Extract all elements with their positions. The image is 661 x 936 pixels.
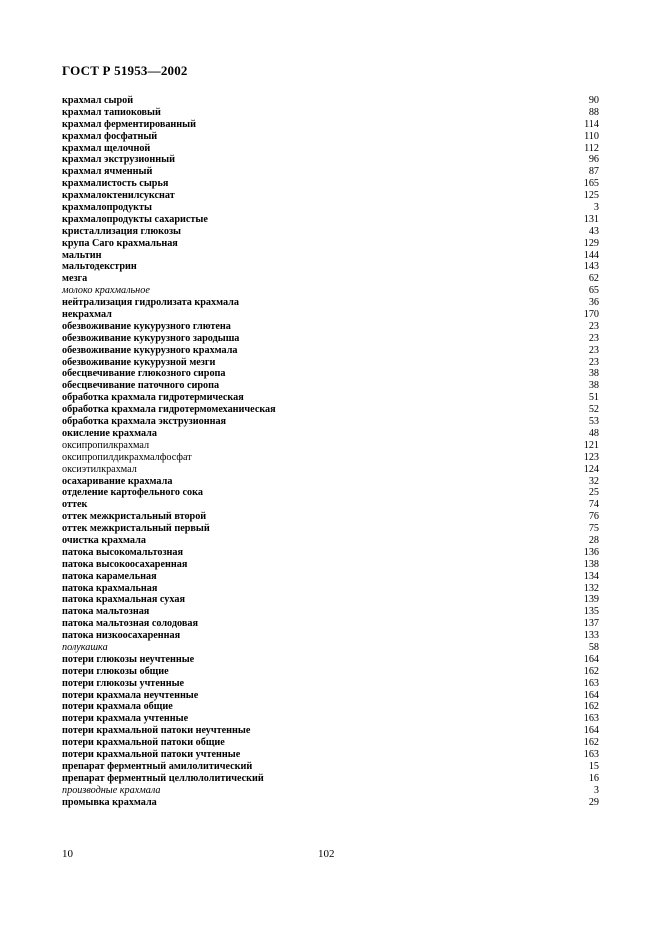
index-entry (62, 309, 599, 321)
index-entry (62, 464, 599, 476)
index-term: промывка крахмала (62, 796, 157, 808)
index-entry (62, 749, 599, 761)
index-term: обработка крахмала гидротермическая (62, 392, 244, 404)
index-entry (62, 678, 599, 690)
index-entry (62, 773, 599, 785)
index-entry (62, 571, 599, 583)
index-term: оттек межкристальный первый (62, 523, 210, 535)
index-page-number: 165 (583, 178, 599, 190)
index-page-number: 121 (583, 439, 599, 451)
index-term: патока высокомальтозная (62, 546, 184, 558)
index-term: крахмал ферментированный (62, 118, 196, 130)
index-page-number: 90 (588, 95, 599, 106)
index-term: обесцвечивание паточного сиропа (62, 380, 220, 392)
index-entry (62, 261, 599, 273)
index-entry (62, 761, 599, 773)
index-term: производные крахмала (62, 784, 161, 796)
index-page-number: 87 (588, 166, 599, 178)
index-entry (62, 452, 599, 464)
index-page-number: 38 (588, 368, 599, 380)
index-term: крахмал тапиоковый (62, 106, 161, 118)
index-page-number: 88 (588, 106, 599, 118)
index-entry (62, 559, 599, 571)
index-term: некрахмал (62, 309, 112, 321)
index-page-number: 123 (583, 451, 599, 463)
index-entry (62, 797, 599, 809)
index-term: обработка крахмала гидротермомеханическая (62, 404, 276, 416)
index-entry (62, 701, 599, 713)
index-entry (62, 487, 599, 499)
index-page-number: 3 (593, 202, 599, 214)
index-entry (62, 380, 599, 392)
index-entry (62, 416, 599, 428)
index-page-number: 137 (583, 618, 599, 630)
index-entry (62, 202, 599, 214)
index-page-number: 29 (588, 796, 599, 808)
index-term: полукашка (62, 641, 108, 653)
index-page-number: 51 (588, 392, 599, 404)
index-term: обезвоживание кукурузного глютена (62, 320, 231, 332)
index-entry (62, 666, 599, 678)
index-entry (62, 428, 599, 440)
index-term: кристаллизация глюкозы (62, 225, 182, 237)
index-entry (62, 297, 599, 309)
index-page-number: 129 (583, 237, 599, 249)
index-term: оксипропилкрахмал (62, 439, 150, 451)
index-page-number: 23 (588, 332, 599, 344)
index-entry (62, 321, 599, 333)
index-page-number: 135 (583, 606, 599, 618)
index-entry (62, 95, 599, 107)
index-term: крахмал ячменный (62, 166, 153, 178)
index-term: потери крахмала общие (62, 701, 173, 713)
index-term: оксиэтилкрахмал (62, 463, 137, 475)
index-page-number: 28 (588, 534, 599, 546)
index-entry (62, 226, 599, 238)
index-term: нейтрализация гидролизата крахмала (62, 297, 239, 309)
index-page-number: 124 (583, 463, 599, 475)
index-entry (62, 333, 599, 345)
index-page-number: 164 (583, 689, 599, 701)
index-entry (62, 345, 599, 357)
index-term: обесцвечивание глюкозного сиропа (62, 368, 226, 380)
index-term: препарат ферментный целлюлолитический (62, 772, 264, 784)
index-term: потери глюкозы общие (62, 665, 169, 677)
index-page-number: 96 (588, 154, 599, 166)
index-entry (62, 618, 599, 630)
index-entry (62, 713, 599, 725)
index-term: окисление крахмала (62, 427, 157, 439)
index-term: крахмалистость сырья (62, 178, 169, 190)
index-page-number: 36 (588, 297, 599, 309)
index-term: крахмал щелочной (62, 142, 151, 154)
index-term: патока крахмальная (62, 582, 158, 594)
index-page-number: 76 (588, 511, 599, 523)
index-entry (62, 273, 599, 285)
index-page-number: 74 (588, 499, 599, 511)
index-page-number: 164 (583, 725, 599, 737)
index-term: патока крахмальная сухая (62, 594, 185, 606)
index-term: очистка крахмала (62, 534, 146, 546)
index-entry (62, 238, 599, 250)
index-page-number: 43 (588, 225, 599, 237)
index-page-number: 162 (583, 665, 599, 677)
index-page-number: 162 (583, 701, 599, 713)
index-page-number: 16 (588, 772, 599, 784)
document-header: ГОСТ Р 51953—2002 (62, 63, 188, 78)
index-term: обезвоживание кукурузного крахмала (62, 344, 238, 356)
index-term: потери крахмальной патоки общие (62, 737, 225, 749)
index-term: молоко крахмальное (62, 285, 150, 297)
index-entry (62, 690, 599, 702)
index-term: потери глюкозы неучтенные (62, 653, 195, 665)
index-term: потери крахмальной патоки учтенные (62, 748, 241, 760)
index-page-number: 48 (588, 427, 599, 439)
index-entry (62, 642, 599, 654)
index-term: оттек межкристальный второй (62, 511, 207, 523)
index-term: крахмалопродукты (62, 202, 152, 214)
index-page-number: 139 (583, 594, 599, 606)
index-entry (62, 119, 599, 131)
alphabetical-index (62, 95, 599, 808)
index-entry (62, 143, 599, 155)
index-page-number: 52 (588, 404, 599, 416)
index-page-number: 170 (583, 309, 599, 321)
index-page-number: 23 (588, 320, 599, 332)
index-term: мальтин (62, 249, 102, 261)
index-term: мезга (62, 273, 88, 285)
index-entry (62, 785, 599, 797)
index-page-number: 25 (588, 487, 599, 499)
index-page-number: 58 (588, 641, 599, 653)
index-term: мальтодекстрин (62, 261, 137, 273)
index-entry (62, 725, 599, 737)
index-term: патока высокоосахаренная (62, 558, 188, 570)
index-page-number: 65 (588, 285, 599, 297)
index-entry (62, 214, 599, 226)
index-term: оттек (62, 499, 88, 511)
index-entry (62, 654, 599, 666)
index-page-number: 163 (583, 713, 599, 725)
index-term: патока мальтозная (62, 606, 150, 618)
index-entry (62, 178, 599, 190)
index-entry (62, 499, 599, 511)
index-page-number: 144 (583, 249, 599, 261)
index-entry (62, 535, 599, 547)
index-entry (62, 357, 599, 369)
index-term: потери крахмала неучтенные (62, 689, 199, 701)
index-entry (62, 107, 599, 119)
index-term: обезвоживание кукурузной мезги (62, 356, 216, 368)
index-entry (62, 368, 599, 380)
index-term: патока карамельная (62, 570, 157, 582)
index-entry (62, 154, 599, 166)
index-entry (62, 523, 599, 535)
index-page-number: 3 (593, 784, 599, 796)
index-term: обезвоживание кукурузного зародыша (62, 332, 240, 344)
index-page-number: 53 (588, 416, 599, 428)
index-page-number: 163 (583, 748, 599, 760)
index-entry (62, 166, 599, 178)
index-entry (62, 285, 599, 297)
index-page-number: 133 (583, 630, 599, 642)
index-entry (62, 190, 599, 202)
index-entry (62, 131, 599, 143)
index-entry (62, 392, 599, 404)
index-term: крахмалоктенилсукснат (62, 190, 175, 202)
index-page-number: 23 (588, 356, 599, 368)
index-term: препарат ферментный амилолитический (62, 760, 253, 772)
index-page-number: 132 (583, 582, 599, 594)
index-page-number: 110 (584, 130, 599, 142)
index-page-number: 162 (583, 737, 599, 749)
index-entry (62, 737, 599, 749)
index-entry (62, 404, 599, 416)
index-term: обработка крахмала экструзионная (62, 416, 227, 428)
index-page-number: 138 (583, 558, 599, 570)
index-entry (62, 594, 599, 606)
index-term: патока низкоосахаренная (62, 630, 181, 642)
footer-left-number: 10 (62, 848, 73, 860)
index-page-number: 131 (583, 213, 599, 225)
index-page-number: 143 (583, 261, 599, 273)
index-page-number: 125 (583, 190, 599, 202)
index-entry (62, 606, 599, 618)
index-page-number: 23 (588, 344, 599, 356)
index-page-number: 32 (588, 475, 599, 487)
page-number: 102 (318, 848, 335, 860)
index-term: крахмал сырой (62, 95, 134, 106)
index-term: патока мальтозная солодовая (62, 618, 198, 630)
index-term: потери глюкозы учтенные (62, 677, 185, 689)
index-term: осахаривание крахмала (62, 475, 173, 487)
index-page-number: 112 (584, 142, 599, 154)
index-page-number: 163 (583, 677, 599, 689)
index-page-number: 15 (588, 760, 599, 772)
index-term: отделение картофельного сока (62, 487, 203, 499)
index-term: потери крахмальной патоки неучтенные (62, 725, 251, 737)
index-entry (62, 250, 599, 262)
index-page-number: 38 (588, 380, 599, 392)
index-entry (62, 511, 599, 523)
index-term: крахмал экструзионный (62, 154, 175, 166)
index-entry (62, 583, 599, 595)
index-entry (62, 547, 599, 559)
index-page-number: 62 (588, 273, 599, 285)
index-term: оксипропилдикрахмалфосфат (62, 451, 192, 463)
index-entry (62, 630, 599, 642)
index-page-number: 136 (583, 546, 599, 558)
index-page-number: 134 (583, 570, 599, 582)
index-page-number: 114 (584, 118, 599, 130)
index-entry (62, 476, 599, 488)
index-page-number: 75 (588, 523, 599, 535)
index-term: потери крахмала учтенные (62, 713, 189, 725)
index-page-number: 164 (583, 653, 599, 665)
index-term: крупа Саго крахмальная (62, 237, 178, 249)
index-entry (62, 440, 599, 452)
index-term: крахмал фосфатный (62, 130, 158, 142)
index-term: крахмалопродукты сахаристые (62, 213, 208, 225)
